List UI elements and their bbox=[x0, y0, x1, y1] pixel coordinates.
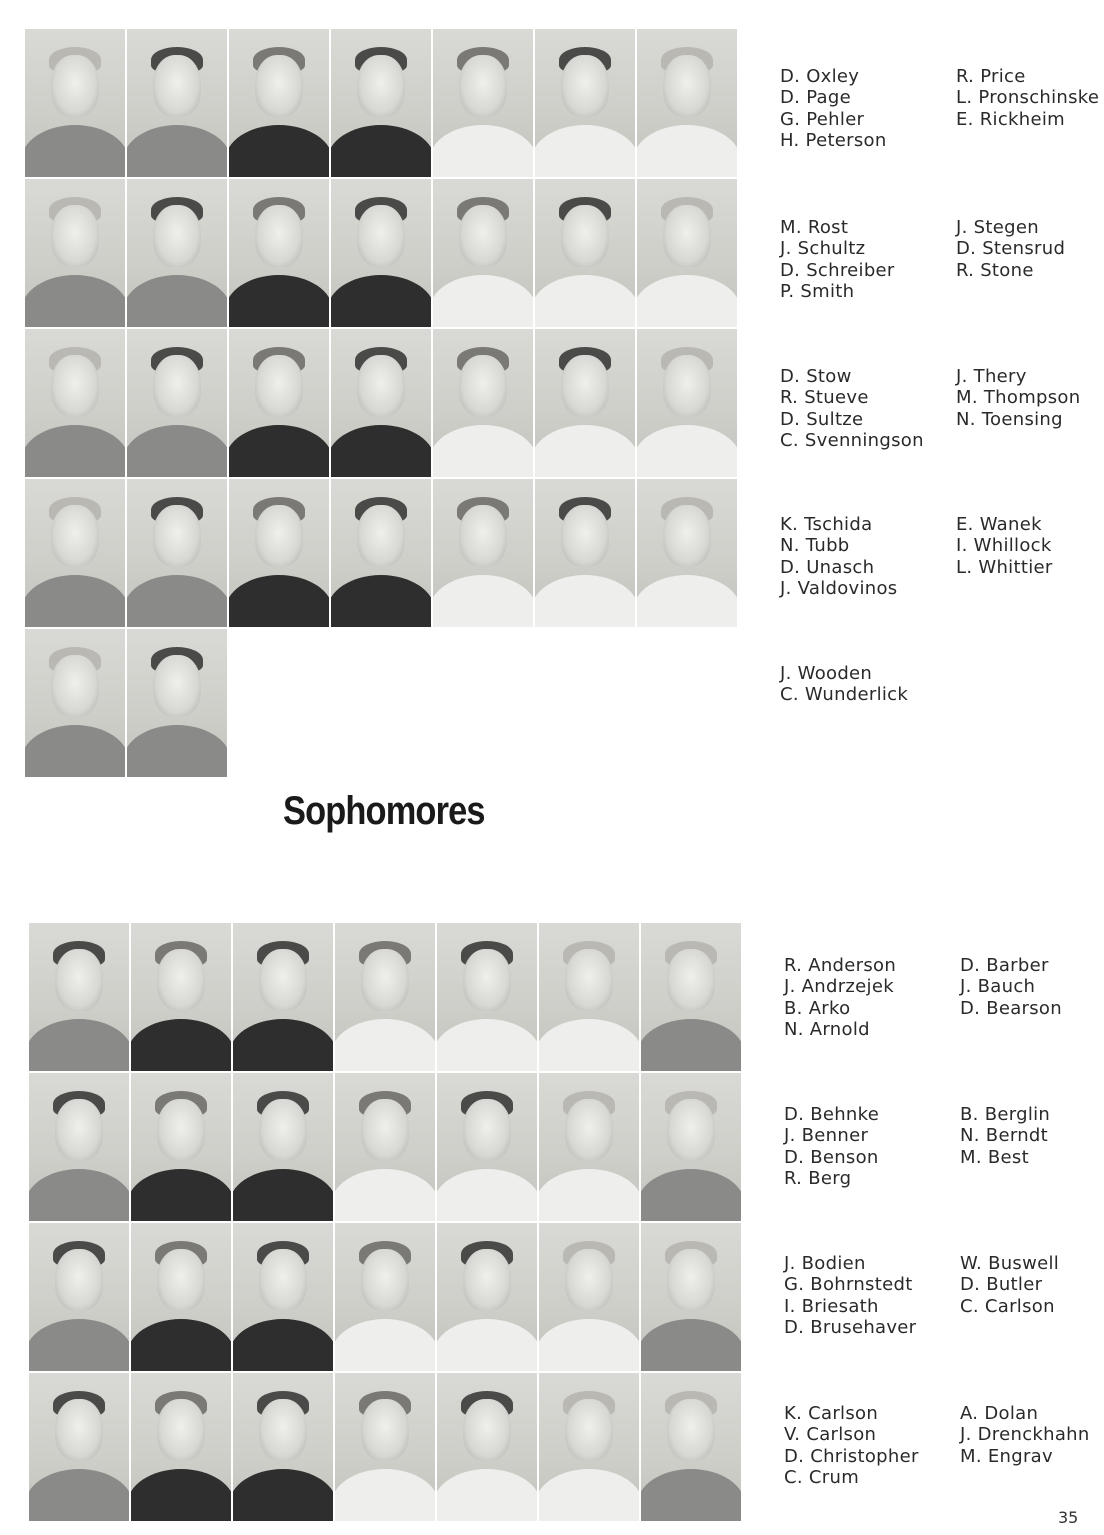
sophomore-portrait-photo bbox=[29, 1073, 129, 1221]
student-name: J. Bauch bbox=[960, 976, 1036, 998]
student-name: M. Rost bbox=[780, 217, 849, 238]
sophomore-portrait-photo bbox=[641, 923, 741, 1071]
junior-portrait-photo bbox=[433, 329, 533, 477]
student-name: L. Pronschinske bbox=[956, 87, 1100, 109]
student-name: J. Bodien bbox=[784, 1253, 866, 1274]
sophomore-portrait-photo bbox=[641, 1373, 741, 1521]
name-column-left bbox=[780, 663, 956, 706]
sophomore-portrait-grid bbox=[29, 923, 741, 1521]
sophomore-portrait-photo bbox=[539, 1073, 639, 1221]
junior-portrait-photo bbox=[433, 179, 533, 327]
name-column-left bbox=[784, 1253, 960, 1339]
junior-portrait-photo bbox=[637, 179, 737, 327]
student-name: M. Best bbox=[960, 1146, 1029, 1168]
junior-portrait-photo bbox=[331, 479, 431, 627]
student-name: D. Bearson bbox=[960, 997, 1062, 1019]
sophomore-portrait-photo bbox=[233, 1073, 333, 1221]
junior-portrait-photo bbox=[229, 479, 329, 627]
name-column-right bbox=[956, 366, 1080, 452]
student-name: D. Behnke bbox=[784, 1104, 880, 1125]
name-block bbox=[780, 366, 1080, 452]
name-block bbox=[780, 217, 1065, 303]
junior-portrait-photo bbox=[637, 479, 737, 627]
name-block bbox=[784, 1403, 1090, 1489]
sophomore-portrait-photo bbox=[233, 1223, 333, 1371]
student-name: D. Stensrud bbox=[956, 238, 1066, 260]
student-name: B. Berglin bbox=[960, 1104, 1051, 1125]
junior-portrait-photo bbox=[535, 29, 635, 177]
junior-portrait-photo bbox=[433, 479, 533, 627]
student-name: K. Carlson bbox=[784, 1403, 879, 1424]
junior-portrait-photo bbox=[25, 479, 125, 627]
junior-portrait-photo bbox=[25, 179, 125, 327]
sophomore-portrait-photo bbox=[29, 1223, 129, 1371]
student-name: D. Schreiber bbox=[780, 259, 895, 281]
name-block bbox=[780, 514, 1053, 600]
junior-portrait-photo bbox=[127, 629, 227, 777]
junior-portrait-photo bbox=[229, 179, 329, 327]
sophomore-portrait-photo bbox=[437, 1373, 537, 1521]
sophomore-portrait-photo bbox=[131, 923, 231, 1071]
junior-portrait-photo bbox=[331, 329, 431, 477]
student-name: D. Unasch bbox=[780, 556, 875, 578]
name-column-right bbox=[956, 66, 1099, 152]
name-block bbox=[780, 663, 956, 706]
sophomore-portrait-photo bbox=[233, 1373, 333, 1521]
student-name: D. Butler bbox=[960, 1274, 1043, 1296]
student-name: J. Stegen bbox=[956, 217, 1039, 238]
junior-portrait-photo bbox=[637, 329, 737, 477]
student-name: R. Price bbox=[956, 66, 1026, 87]
junior-portrait-photo bbox=[127, 479, 227, 627]
student-name: I. Whillock bbox=[956, 535, 1052, 557]
name-column-right bbox=[956, 514, 1053, 600]
student-name: J. Andrzejek bbox=[784, 976, 894, 998]
student-name: J. Wooden bbox=[780, 663, 873, 684]
student-name: J. Valdovinos bbox=[780, 578, 898, 600]
student-name: D. Oxley bbox=[780, 66, 860, 87]
junior-portrait-photo bbox=[25, 629, 125, 777]
student-name: D. Christopher bbox=[784, 1445, 919, 1467]
name-column-left bbox=[780, 366, 956, 452]
student-name: N. Toensing bbox=[956, 408, 1063, 430]
sophomore-portrait-photo bbox=[641, 1073, 741, 1221]
sophomore-portrait-photo bbox=[29, 923, 129, 1071]
name-column-left bbox=[780, 66, 956, 152]
junior-portrait-photo bbox=[127, 179, 227, 327]
junior-portrait-photo bbox=[25, 29, 125, 177]
student-name: N. Arnold bbox=[784, 1019, 870, 1041]
student-name: J. Benner bbox=[784, 1125, 869, 1147]
sophomore-portrait-photo bbox=[335, 923, 435, 1071]
sophomore-portrait-photo bbox=[233, 923, 333, 1071]
junior-portrait-photo bbox=[535, 179, 635, 327]
student-name: I. Briesath bbox=[784, 1295, 879, 1317]
sophomore-portrait-photo bbox=[131, 1373, 231, 1521]
student-name: L. Whittier bbox=[956, 556, 1053, 578]
name-column-right bbox=[960, 1104, 1050, 1190]
name-column-left bbox=[784, 1403, 960, 1489]
student-name: G. Pehler bbox=[780, 108, 865, 130]
student-name: R. Stone bbox=[956, 259, 1034, 281]
sophomore-portrait-photo bbox=[641, 1223, 741, 1371]
student-name: J. Thery bbox=[956, 366, 1027, 387]
sophomore-portrait-photo bbox=[437, 1073, 537, 1221]
name-column-left bbox=[780, 514, 956, 600]
student-name: E. Wanek bbox=[956, 514, 1042, 535]
name-column-left bbox=[784, 1104, 960, 1190]
junior-portrait-photo bbox=[127, 329, 227, 477]
student-name: B. Arko bbox=[784, 997, 851, 1019]
name-block bbox=[780, 66, 1099, 152]
name-column-right bbox=[960, 955, 1062, 1041]
student-name: C. Crum bbox=[784, 1467, 860, 1489]
student-name: J. Schultz bbox=[780, 238, 866, 260]
student-name: R. Anderson bbox=[784, 955, 897, 976]
student-name: C. Svenningson bbox=[780, 430, 924, 452]
name-column-left bbox=[784, 955, 960, 1041]
junior-portrait-photo bbox=[637, 29, 737, 177]
name-block bbox=[784, 955, 1062, 1041]
section-heading: Sophomores bbox=[283, 789, 485, 833]
student-name: W. Buswell bbox=[960, 1253, 1060, 1274]
student-name: H. Peterson bbox=[780, 130, 887, 152]
student-name: D. Sultze bbox=[780, 408, 864, 430]
junior-portrait-photo bbox=[229, 329, 329, 477]
sophomore-portrait-photo bbox=[437, 1223, 537, 1371]
student-name: P. Smith bbox=[780, 281, 855, 303]
student-name: E. Rickheim bbox=[956, 108, 1065, 130]
junior-portrait-photo bbox=[331, 29, 431, 177]
student-name: A. Dolan bbox=[960, 1403, 1039, 1424]
student-name: D. Barber bbox=[960, 955, 1049, 976]
sophomore-portrait-photo bbox=[539, 923, 639, 1071]
student-name: R. Berg bbox=[784, 1168, 852, 1190]
student-name: D. Page bbox=[780, 87, 851, 109]
student-name: C. Wunderlick bbox=[780, 684, 909, 706]
student-name: N. Tubb bbox=[780, 535, 850, 557]
name-column-right bbox=[960, 1403, 1090, 1489]
student-name: G. Bohrnstedt bbox=[784, 1274, 913, 1296]
junior-portrait-photo bbox=[127, 29, 227, 177]
sophomore-portrait-photo bbox=[335, 1373, 435, 1521]
sophomore-portrait-photo bbox=[437, 923, 537, 1071]
student-name: N. Berndt bbox=[960, 1125, 1049, 1147]
student-name: D. Benson bbox=[784, 1146, 879, 1168]
student-name: K. Tschida bbox=[780, 514, 873, 535]
name-column-right bbox=[960, 1253, 1059, 1339]
name-column-right bbox=[956, 217, 1065, 303]
student-name: R. Stueve bbox=[780, 387, 869, 409]
sophomore-portrait-photo bbox=[335, 1223, 435, 1371]
junior-portrait-photo bbox=[331, 179, 431, 327]
name-block bbox=[784, 1253, 1059, 1339]
sophomore-portrait-photo bbox=[335, 1073, 435, 1221]
student-name: J. Drenckhahn bbox=[960, 1424, 1090, 1446]
page-number: 35 bbox=[1058, 1508, 1079, 1527]
junior-portrait-grid bbox=[25, 29, 737, 777]
name-block bbox=[784, 1104, 1050, 1190]
name-column-left bbox=[780, 217, 956, 303]
student-name: M. Thompson bbox=[956, 387, 1081, 409]
sophomore-portrait-photo bbox=[539, 1223, 639, 1371]
junior-portrait-photo bbox=[25, 329, 125, 477]
student-name: M. Engrav bbox=[960, 1445, 1053, 1467]
sophomore-portrait-photo bbox=[539, 1373, 639, 1521]
student-name: V. Carlson bbox=[784, 1424, 877, 1446]
junior-portrait-photo bbox=[535, 329, 635, 477]
student-name: C. Carlson bbox=[960, 1295, 1055, 1317]
sophomore-portrait-photo bbox=[29, 1373, 129, 1521]
sophomore-portrait-photo bbox=[131, 1223, 231, 1371]
student-name: D. Stow bbox=[780, 366, 852, 387]
junior-portrait-photo bbox=[229, 29, 329, 177]
junior-portrait-photo bbox=[433, 29, 533, 177]
student-name: D. Brusehaver bbox=[784, 1317, 917, 1339]
sophomore-portrait-photo bbox=[131, 1073, 231, 1221]
junior-portrait-photo bbox=[535, 479, 635, 627]
